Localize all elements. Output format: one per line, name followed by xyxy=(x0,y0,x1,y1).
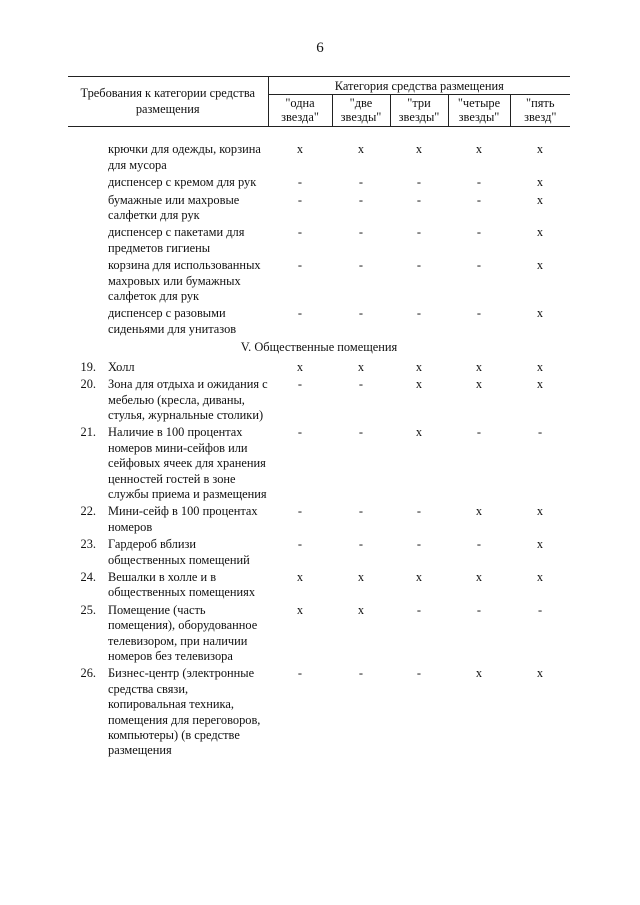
requirement-text: Гардероб вблизи общественных помещений xyxy=(108,537,250,567)
category-mark-3: - xyxy=(416,602,422,617)
star-header-2: "две звезды" xyxy=(332,95,390,127)
row-number: 19. xyxy=(80,359,96,374)
section-title: V. Общественные помещения xyxy=(240,340,398,355)
category-mark-4: x xyxy=(475,569,483,584)
category-mark-1: - xyxy=(297,306,303,321)
requirement-text: корзина для использованных махровых или бумажных салфеток для рук xyxy=(108,258,261,304)
requirement-text: крючки для одежды, корзина для мусора xyxy=(108,142,261,172)
category-mark-2: - xyxy=(358,175,364,190)
requirements-header: Требования к категории средства размещения xyxy=(68,77,268,127)
table-body-after xyxy=(68,359,570,760)
requirement-text: Зона для отдыха и ожидания с мебелью (кресла, диваны, стулья, журнальные столики) xyxy=(108,377,268,422)
row-number: 25. xyxy=(80,602,96,617)
row-number xyxy=(68,224,108,257)
category-mark-5: x xyxy=(536,175,544,190)
table-row xyxy=(68,424,570,503)
page-number: 6 xyxy=(316,40,324,56)
category-mark-2: - xyxy=(358,425,364,440)
requirement-text: диспенсер с пакетами для предметов гигиены xyxy=(108,225,245,255)
category-mark-4: x xyxy=(475,377,483,392)
category-mark-2: x xyxy=(357,359,365,374)
category-mark-1: - xyxy=(297,666,303,681)
category-mark-4: - xyxy=(476,258,482,273)
category-mark-2: - xyxy=(358,306,364,321)
category-header: Категория средства размещения xyxy=(268,77,570,95)
table-row xyxy=(68,224,570,257)
category-mark-1: x xyxy=(296,359,304,374)
category-mark-3: x xyxy=(415,569,423,584)
category-mark-1: x xyxy=(296,602,304,617)
category-mark-5: x xyxy=(536,666,544,681)
category-mark-3: - xyxy=(416,306,422,321)
category-mark-4: - xyxy=(476,225,482,240)
table-row xyxy=(68,359,570,376)
category-mark-1: - xyxy=(297,377,303,392)
requirement-text: Помещение (часть помещения), оборудованное телевизором, при наличии номеров без телевизора xyxy=(108,602,258,663)
table-row xyxy=(68,127,570,174)
category-mark-3: x xyxy=(415,425,423,440)
requirement-text: Бизнес-центр (электронные средства связи, копировальная техника, помещения для переговоров, компьютеры) (в средстве размещения xyxy=(108,666,261,758)
category-mark-1: - xyxy=(297,175,303,190)
category-mark-5: x xyxy=(536,225,544,240)
category-mark-4: - xyxy=(476,192,482,207)
category-mark-2: - xyxy=(358,225,364,240)
row-number: 26. xyxy=(80,666,96,681)
requirement-text: диспенсер с кремом для рук xyxy=(108,175,257,190)
requirement-text: Мини-сейф в 100 процентах номеров xyxy=(108,504,258,534)
requirement-text: Холл xyxy=(108,359,135,374)
row-number: 20. xyxy=(80,377,96,392)
star-header-3: "три звезды" xyxy=(390,95,448,127)
requirement-text: Наличие в 100 процентах номеров мини-сейфов или сейфовых ячеек для хранения ценностей гостей в зоне службы приема и размещения xyxy=(108,425,267,501)
requirement-text: бумажные или махровые салфетки для рук xyxy=(108,192,240,223)
row-number: 21. xyxy=(80,425,96,440)
category-mark-4: x xyxy=(475,504,483,519)
row-number xyxy=(68,257,108,305)
row-number xyxy=(68,305,108,338)
category-mark-1: - xyxy=(297,504,303,519)
category-mark-1: - xyxy=(297,192,303,207)
category-mark-4: x xyxy=(475,666,483,681)
category-mark-2: - xyxy=(358,377,364,392)
star-header-1: "одна звезда" xyxy=(268,95,332,127)
table-row xyxy=(68,192,570,225)
table-row xyxy=(68,257,570,305)
category-mark-3: x xyxy=(415,359,423,374)
category-mark-3: - xyxy=(416,537,422,552)
table-body-before xyxy=(68,127,570,338)
category-mark-1: - xyxy=(297,225,303,240)
category-mark-2: - xyxy=(358,258,364,273)
category-mark-5: x xyxy=(536,306,544,321)
category-mark-2: - xyxy=(358,504,364,519)
category-mark-1: - xyxy=(297,537,303,552)
category-mark-5: x xyxy=(536,569,544,584)
category-mark-5: - xyxy=(537,602,543,617)
row-number: 24. xyxy=(80,569,96,584)
star-header-4: "четыре звезды" xyxy=(448,95,510,127)
category-mark-4: x xyxy=(475,359,483,374)
category-mark-5: x xyxy=(536,192,544,207)
table-row xyxy=(68,174,570,191)
requirements-table xyxy=(68,76,570,760)
category-mark-5: x xyxy=(536,359,544,374)
row-number xyxy=(68,174,108,191)
row-number xyxy=(68,127,108,174)
category-mark-4: - xyxy=(476,425,482,440)
category-mark-5: x xyxy=(536,258,544,273)
category-mark-2: - xyxy=(358,192,364,207)
category-mark-5: x xyxy=(536,537,544,552)
category-mark-5: x xyxy=(536,142,544,157)
category-mark-3: - xyxy=(416,225,422,240)
category-mark-4: x xyxy=(475,142,483,157)
category-mark-1: x xyxy=(296,569,304,584)
category-mark-1: - xyxy=(297,258,303,273)
table-row xyxy=(68,503,570,536)
category-mark-3: - xyxy=(416,258,422,273)
category-mark-3: - xyxy=(416,666,422,681)
table-row xyxy=(68,536,570,569)
row-number xyxy=(68,192,108,225)
table-row xyxy=(68,305,570,338)
requirement-text: диспенсер с разовыми сиденьями для унитазов xyxy=(108,306,237,336)
category-mark-2: x xyxy=(357,569,365,584)
table-row xyxy=(68,376,570,424)
category-mark-3: x xyxy=(415,377,423,392)
star-header-5: "пять звезд" xyxy=(510,95,570,127)
category-mark-2: - xyxy=(358,537,364,552)
category-mark-4: - xyxy=(476,306,482,321)
table-row xyxy=(68,602,570,666)
row-number: 22. xyxy=(80,504,96,519)
category-mark-5: x xyxy=(536,504,544,519)
table-row xyxy=(68,665,570,759)
category-mark-5: - xyxy=(537,425,543,440)
category-mark-2: x xyxy=(357,602,365,617)
table-row xyxy=(68,569,570,602)
category-mark-3: - xyxy=(416,504,422,519)
category-mark-4: - xyxy=(476,602,482,617)
category-mark-3: - xyxy=(416,192,422,207)
category-mark-1: x xyxy=(296,142,304,157)
row-number: 23. xyxy=(80,537,96,552)
requirement-text: Вешалки в холле и в общественных помещениях xyxy=(108,569,256,600)
category-mark-5: x xyxy=(536,377,544,392)
category-mark-2: - xyxy=(358,666,364,681)
category-mark-3: x xyxy=(415,142,423,157)
category-mark-4: - xyxy=(476,537,482,552)
category-mark-3: - xyxy=(416,175,422,190)
category-mark-1: - xyxy=(297,425,303,440)
category-mark-4: - xyxy=(476,175,482,190)
category-mark-2: x xyxy=(357,142,365,157)
